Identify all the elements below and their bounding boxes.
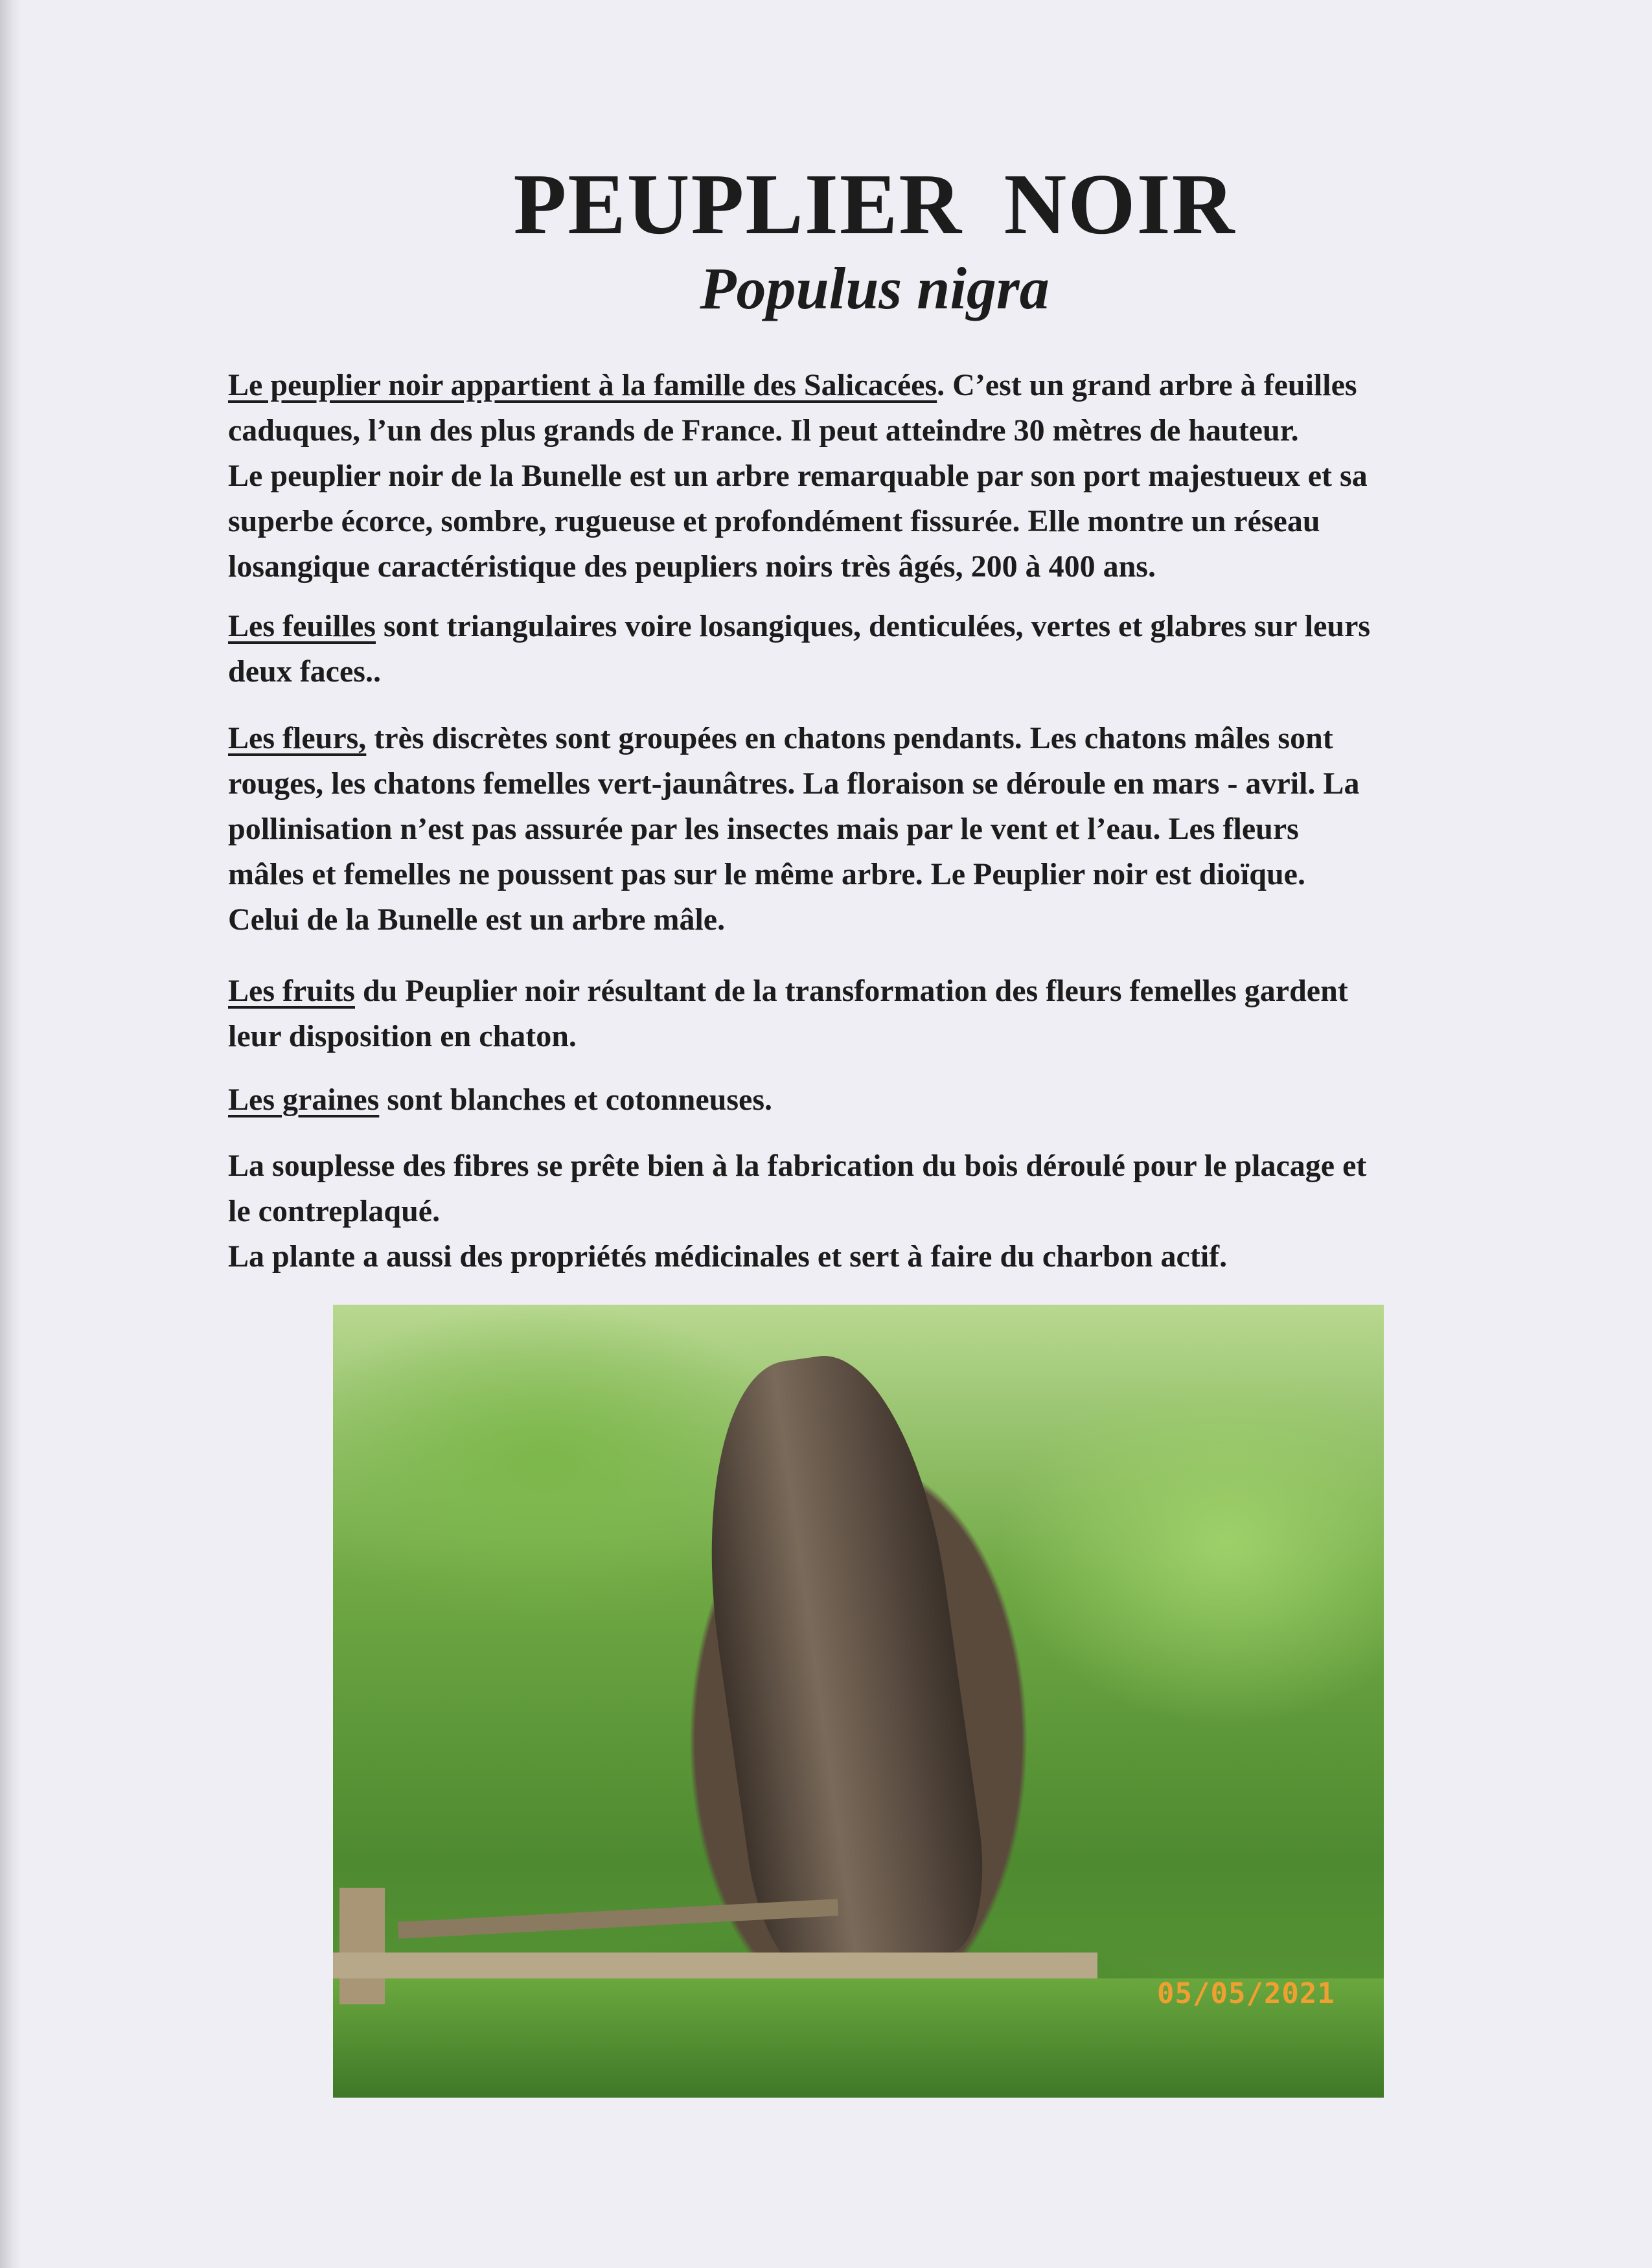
paragraph-family <box>228 363 1368 590</box>
tree-photo <box>333 1305 1384 2098</box>
text-line: le contreplaqué. <box>228 1194 441 1228</box>
paragraph-flowers <box>228 716 1359 943</box>
text-line: sont blanches et cotonneuses. <box>379 1082 773 1117</box>
photo-date-stamp: 05/05/2021 <box>1157 1977 1335 2010</box>
scan-edge <box>0 0 22 2268</box>
fence-rail-lower <box>333 1953 1097 1978</box>
text-line: deux faces.. <box>228 654 381 689</box>
lead-underlined: Les feuilles <box>228 609 376 643</box>
text-line: La souplesse des fibres se prête bien à la fabrication du bois déroulé pour le placage et <box>228 1149 1367 1183</box>
text-line: caduques, l’un des plus grands de France. Il peut atteindre 30 mètres de hauteur. <box>228 413 1299 448</box>
tree-trunk <box>680 1344 996 1979</box>
paragraph-fruits <box>228 968 1348 1059</box>
text-line: mâles et femelles ne poussent pas sur le même arbre. Le Peuplier noir est dioïque. <box>228 857 1305 891</box>
paragraph-seeds <box>228 1077 772 1123</box>
lead-underlined: Les fruits <box>228 974 355 1008</box>
text-line: La plante a aussi des propriétés médicinales et sert à faire du charbon actif. <box>228 1239 1228 1274</box>
page-title: PEUPLIER NOIR <box>513 156 1236 252</box>
lead-underlined: Le peuplier noir appartient à la famille des Salicacées <box>228 368 937 402</box>
text-line: Celui de la Bunelle est un arbre mâle. <box>228 902 726 937</box>
text-line: du Peuplier noir résultant de la transformation des fleurs femelles gardent <box>354 974 1348 1008</box>
text-line: rouges, les chatons femelles vert-jaunâtres. La floraison se déroule en mars - avril. La <box>228 766 1360 801</box>
text-line: très discrètes sont groupées en chatons pendants. Les chatons mâles sont <box>366 721 1333 755</box>
text-line: . C’est un grand arbre à feuilles <box>937 368 1357 402</box>
text-line: superbe écorce, sombre, rugueuse et profondément fissurée. Elle montre un réseau <box>228 504 1320 538</box>
lead-underlined: Les graines <box>228 1082 380 1117</box>
paragraph-uses <box>228 1143 1366 1279</box>
text-line: losangique caractéristique des peupliers noirs très âgés, 200 à 400 ans. <box>228 549 1156 584</box>
text-line: Le peuplier noir de la Bunelle est un arbre remarquable par son port majestueux et sa <box>228 459 1368 493</box>
text-line: sont triangulaires voire losangiques, denticulées, vertes et glabres sur leurs <box>375 609 1371 643</box>
lead-underlined: Les fleurs, <box>228 721 367 755</box>
scientific-name: Populus nigra <box>700 255 1050 321</box>
fence-post <box>339 1888 385 2004</box>
paragraph-leaves <box>228 604 1370 694</box>
text-line: leur disposition en chaton. <box>228 1019 577 1053</box>
text-line: pollinisation n’est pas assurée par les insectes mais par le vent et l’eau. Les fleurs <box>228 812 1299 846</box>
